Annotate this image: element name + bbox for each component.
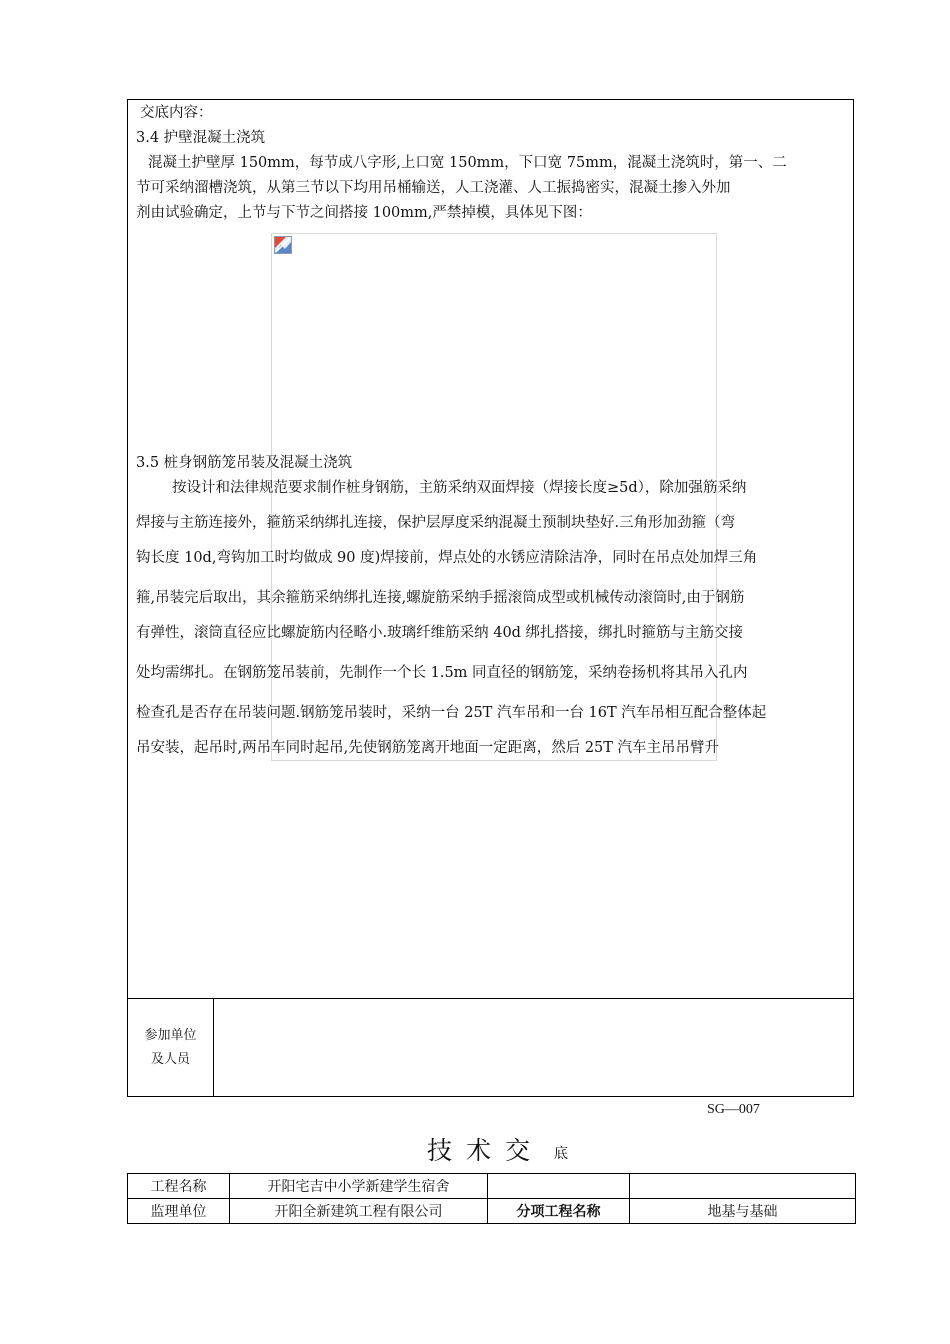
supervisor-value: 开阳全新建筑工程有限公司 bbox=[230, 1199, 488, 1224]
section-3-5-line: 检查孔是否存在吊装问题.钢筋笼吊装时，采纳一台 25T 汽车吊和一台 16T 汽车吊相互配合整体起 bbox=[136, 705, 767, 721]
table-row bbox=[128, 1199, 856, 1224]
section-3-4-line: 节可采纳溜槽浇筑，从第三节以下均用吊桶输送，人工浇灌、人工振捣密实，混凝土掺入外加 bbox=[136, 180, 731, 196]
section-3-4-line: 混凝土护壁厚 150mm，每节成八字形,上口宽 150mm，下口宽 75mm，混凝土浇筑时，第一、二 bbox=[148, 155, 787, 171]
project-info-table bbox=[127, 1173, 856, 1224]
participants-label: 参加单位 bbox=[144, 1027, 197, 1043]
section-3-4-title: 3.4 护壁混凝土浇筑 bbox=[136, 130, 266, 146]
disclosure-content-cell bbox=[128, 100, 853, 999]
section-3-5-line: 处均需绑扎。在钢筋笼吊装前，先制作一个长 1.5m 同直径的钢筋笼，采纳卷扬机将其吊入孔内 bbox=[136, 665, 748, 681]
section-3-5-line: 按设计和法律规范要求制作桩身钢筋，主筋采纳双面焊接（焊接长度≥5d），除加强筋采纳 bbox=[172, 480, 747, 496]
broken-image-icon bbox=[274, 236, 292, 254]
document-title: 技术交 bbox=[427, 1136, 545, 1165]
table-row bbox=[128, 1174, 856, 1199]
disclosure-form-frame bbox=[127, 99, 854, 1097]
content-heading: 交底内容： bbox=[140, 105, 213, 121]
section-3-5-line: 焊接与主筋连接外，箍筋采纳绑扎连接，保护层厚度采纳混凝土预制块垫好.三角形加劲箍（弯 bbox=[136, 515, 736, 531]
project-name-value: 开阳宅吉中小学新建学生宿舍 bbox=[230, 1174, 488, 1199]
supervisor-label: 监理单位 bbox=[128, 1199, 230, 1224]
project-extra-value bbox=[630, 1174, 856, 1199]
section-3-5-line: 吊安装，起吊时,两吊车同时起吊,先使钢筋笼离开地面一定距离，然后 25T 汽车主吊吊臂升 bbox=[136, 740, 720, 756]
section-3-5-line: 箍,吊装完后取出，其余箍筋采纳绑扎连接,螺旋筋采纳手摇滚筒成型或机械传动滚筒时,由于钢筋 bbox=[136, 590, 745, 606]
project-name-label: 工程名称 bbox=[128, 1174, 230, 1199]
project-extra-label bbox=[488, 1174, 630, 1199]
section-3-5-line: 有弹性，滚筒直径应比螺旋筋内径略小.玻璃纤维筋采纳 40d 绑扎搭接，绑扎时箍筋与主筋交接 bbox=[136, 625, 744, 641]
section-3-5-line: 钩长度 10d,弯钩加工时均做成 90 度)焊接前，焊点处的水锈应清除洁净，同时在吊点处加焊三角 bbox=[136, 550, 758, 566]
subitem-label: 分项工程名称 bbox=[488, 1199, 630, 1224]
subitem-value: 地基与基础 bbox=[630, 1199, 856, 1224]
document-title-suffix: 底 bbox=[554, 1146, 568, 1162]
participants-row bbox=[128, 999, 853, 1096]
participants-label-cell bbox=[128, 999, 214, 1096]
form-code: SG—007 bbox=[707, 1102, 760, 1117]
participants-label: 及人员 bbox=[150, 1051, 190, 1067]
section-3-5-title: 3.5 桩身钢筋笼吊装及混凝土浇筑 bbox=[136, 455, 353, 471]
section-3-4-line: 剂由试验确定，上节与下节之间搭接 100mm,严禁掉模，具体见下图： bbox=[136, 205, 592, 221]
